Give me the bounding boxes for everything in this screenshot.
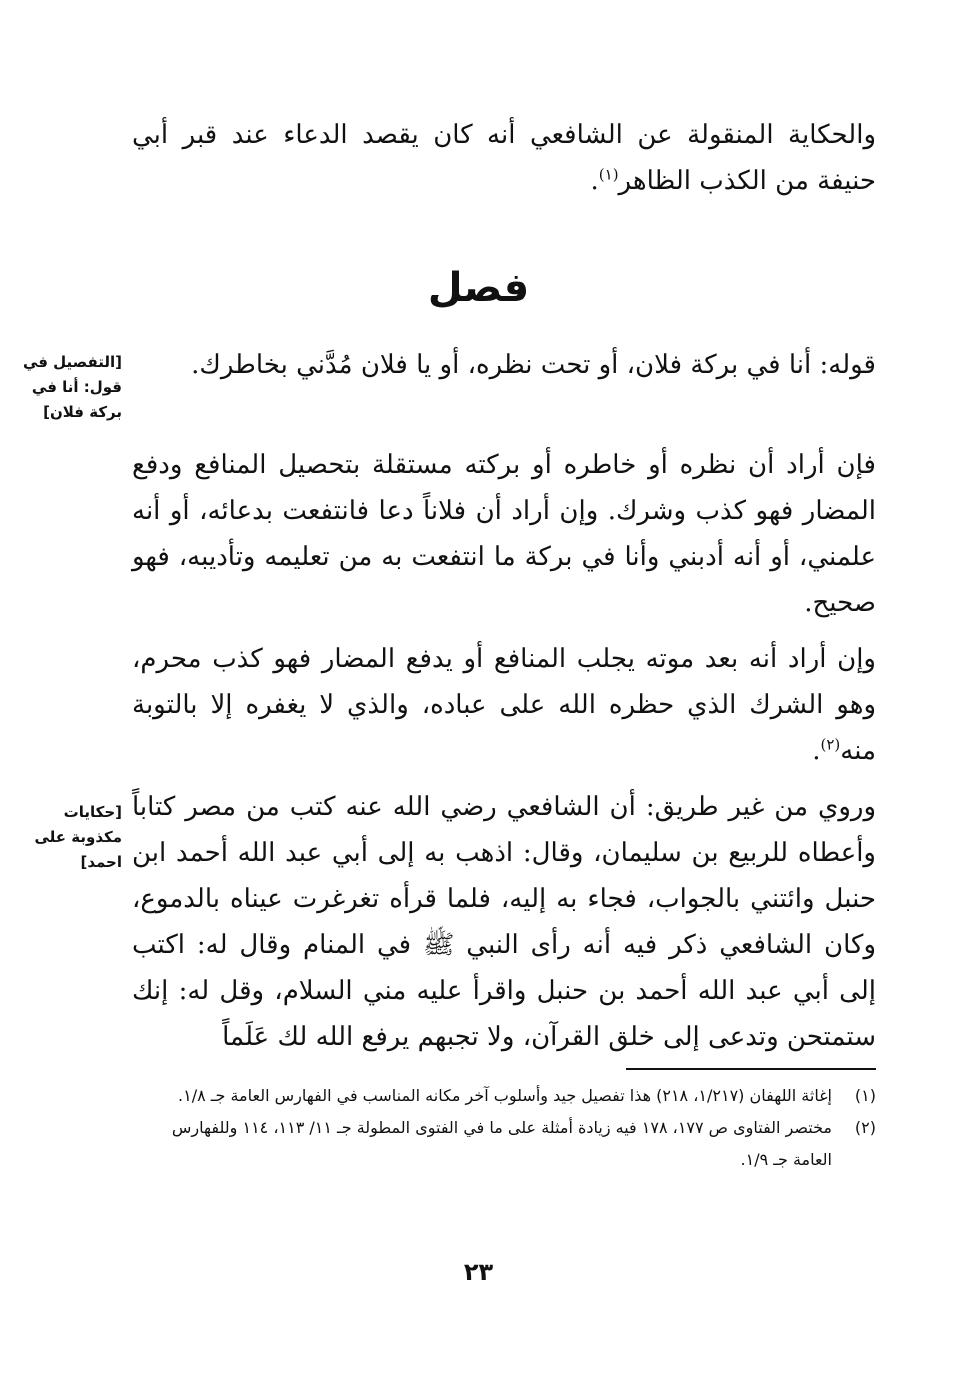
top-paragraph xyxy=(132,112,876,204)
footnote-ref-2: (٢) xyxy=(820,735,841,754)
top-paragraph-text: والحكاية المنقولة عن الشافعي أنه كان يقصد الدعاء عند قبر أبي حنيفة من الكذب الظاهر xyxy=(132,120,876,196)
side-note-1: [التفصيل في قول: أنا في بركة فلان] xyxy=(22,353,122,421)
side-note-2: [حكايات مكذوبة على احمد] xyxy=(34,803,122,871)
paragraph-3-end: . xyxy=(812,736,821,766)
paragraph-2-text: فإن أراد أن نظره أو خاطره أو بركته مستقلة بتحصيل المنافع ودفع المضار فهو كذب وشرك. وإن أراد أن فلاناً دعا فانتفعت بدعائه، أو أنه علمني، أو أنه أدبني وأنا في بركة ما انتفعت به من تعليمه وتأديبه، فهو صحيح. xyxy=(132,450,876,618)
paragraph-3 xyxy=(132,636,876,774)
footnote-text: مختصر الفتاوى ص ١٧٧، ١٧٨ فيه زيادة أمثلة على ما في الفتوى المطولة جـ ١١/ ١١٣، ١١٤ وللفهارس العامة جـ ١/٩. xyxy=(171,1118,832,1169)
footnote-text: إغاثة اللهفان (١/٢١٧، ٢١٨) هذا تفصيل جيد وأسلوب آخر مكانه المناسب في الفهارس العامة جـ ١/٨. xyxy=(178,1086,832,1105)
footnote-ref-1: (١) xyxy=(598,165,619,184)
footnote-separator xyxy=(626,1068,876,1070)
paragraph-1 xyxy=(132,342,876,388)
paragraph-4 xyxy=(132,784,876,1060)
footnote-number: (٢) xyxy=(854,1118,876,1137)
footnotes xyxy=(132,1080,876,1176)
paragraph-3-text: وإن أراد أنه بعد موته يجلب المنافع أو يدفع المضار فهو كذب محرم، وهو الشرك الذي حظره الله على عباده، والذي لا يغفره إلا بالتوبة منه xyxy=(132,644,876,766)
top-paragraph-end: . xyxy=(590,166,599,196)
footnote-1 xyxy=(132,1080,876,1112)
paragraph-4-text: وروي من غير طريق: أن الشافعي رضي الله عنه كتب من مصر كتاباً وأعطاه للربيع بن سليمان، وقال: اذهب به إلى أبي عبد الله أحمد ابن حنبل وائتني بالجواب، فجاء به إليه، فلما قرأه تغرغرت عيناه بالدموع، وكان الشافعي ذكر فيه أنه رأى النبي ﷺ في المنام وقال له: اكتب إلى أبي عبد الله أحمد بن حنبل واقرأ عليه مني السلام، وقل له: إنك ستمتحن وتدعى إلى خلق القرآن، ولا تجبهم يرفع الله لك عَلَماً xyxy=(132,792,876,1052)
footnote-2 xyxy=(132,1112,876,1176)
paragraph-1-text: قوله: أنا في بركة فلان، أو تحت نظره، أو يا فلان مُدَّني بخاطرك. xyxy=(191,350,876,380)
paragraph-2 xyxy=(132,442,876,626)
section-heading: فصل xyxy=(427,265,530,311)
page-number: ٢٣ xyxy=(463,1258,494,1286)
footnote-number: (١) xyxy=(854,1086,876,1105)
